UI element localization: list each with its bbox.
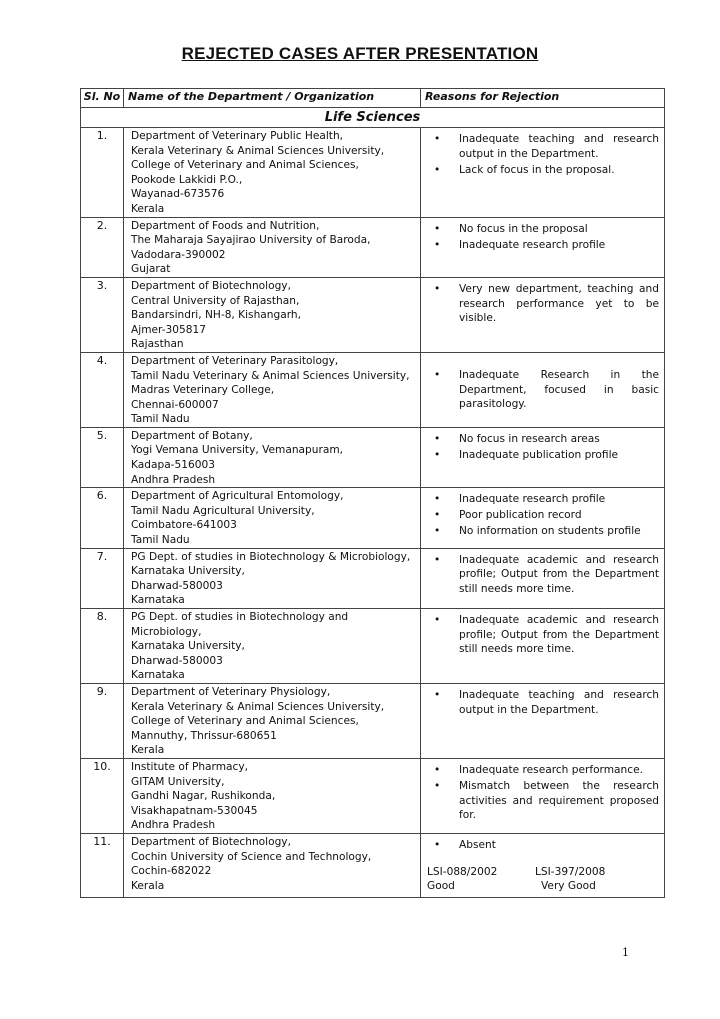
bullet-icon: •	[434, 763, 441, 776]
organization-cell	[124, 548, 421, 608]
reasons-cell	[421, 548, 665, 608]
reasons-cell	[421, 427, 665, 487]
organization-cell	[124, 277, 421, 352]
rating-code: LSI-088/2002	[427, 865, 498, 878]
reason-item	[427, 222, 659, 237]
serial-number: 9.	[81, 683, 124, 758]
reason-text: Very new department, teaching and research performance yet to be visible.	[459, 282, 659, 325]
organization-line: GITAM University,	[131, 775, 225, 788]
reason-item	[427, 779, 659, 823]
organization-line: College of Veterinary and Animal Sciences,	[131, 715, 359, 728]
reason-text: Poor publication record	[459, 509, 582, 522]
reasons-list	[427, 613, 659, 657]
organization-line: Pookode Lakkidi P.O.,	[131, 173, 243, 186]
organization-cell	[124, 488, 421, 548]
reasons-list	[427, 222, 659, 253]
ratings-block	[427, 865, 659, 894]
bullet-icon: •	[434, 163, 441, 176]
reasons-cell	[421, 833, 665, 897]
organization-line: Department of Foods and Nutrition,	[131, 219, 320, 232]
table-row	[81, 683, 665, 758]
reasons-list	[427, 838, 659, 853]
organization-line: Tamil Nadu Veterinary & Animal Sciences University,	[131, 369, 410, 382]
organization-line: Department of Botany,	[131, 429, 253, 442]
organization-line: Cochin University of Science and Technology,	[131, 850, 372, 863]
table-row	[81, 609, 665, 684]
organization-line: Coimbatore-641003	[131, 519, 237, 532]
organization-line: Bandarsindri, NH-8, Kishangarh,	[131, 309, 301, 322]
reason-item	[427, 163, 659, 178]
organization-line: Tamil Nadu	[131, 534, 190, 547]
organization-line: Karnataka University,	[131, 565, 245, 578]
bullet-icon: •	[434, 838, 441, 851]
reason-text: Absent	[459, 838, 496, 851]
reason-text: Inadequate publication profile	[459, 448, 619, 461]
organization-cell	[124, 217, 421, 277]
reason-text: Inadequate research performance.	[459, 763, 643, 776]
organization-line: Tamil Nadu Agricultural University,	[131, 504, 315, 517]
reasons-cell	[421, 277, 665, 352]
reason-item	[427, 838, 659, 853]
organization-line: Andhra Pradesh	[131, 819, 216, 832]
bullet-icon: •	[434, 368, 441, 381]
bullet-icon: •	[434, 448, 441, 461]
organization-line: Yogi Vemana University, Vemanapuram,	[131, 444, 344, 457]
organization-cell	[124, 683, 421, 758]
reason-item	[427, 553, 659, 597]
reason-item	[427, 613, 659, 657]
header-reasons: Reasons for Rejection	[421, 89, 665, 108]
bullet-icon: •	[434, 688, 441, 701]
organization-line: Kerala	[131, 744, 165, 757]
bullet-icon: •	[434, 509, 441, 522]
bullet-icon: •	[434, 282, 441, 295]
serial-number: 2.	[81, 217, 124, 277]
organization-cell	[124, 427, 421, 487]
organization-line: College of Veterinary and Animal Sciences,	[131, 159, 359, 172]
bullet-icon: •	[434, 222, 441, 235]
bullet-icon: •	[434, 780, 441, 793]
bullet-icon: •	[434, 614, 441, 626]
reason-item	[427, 688, 659, 717]
organization-line: Department of Veterinary Physiology,	[131, 685, 331, 698]
table-row	[81, 488, 665, 548]
organization-line: Kerala	[131, 202, 165, 215]
bullet-icon: •	[434, 525, 441, 538]
organization-line: Visakhapatnam-530045	[131, 804, 258, 817]
reason-item	[427, 282, 659, 326]
page-title: REJECTED CASES AFTER PRESENTATION	[181, 44, 539, 63]
organization-line: Chennai-600007	[131, 398, 219, 411]
section-row	[81, 108, 665, 128]
reason-text: Lack of focus in the proposal.	[459, 163, 615, 176]
organization-line: PG Dept. of studies in Biotechnology & Microbiology,	[131, 550, 411, 563]
reason-text: Inadequate Research in the Department, focused in basic parasitology.	[459, 368, 659, 411]
reason-item	[427, 368, 659, 412]
organization-line: Tamil Nadu	[131, 413, 190, 426]
reasons-cell	[421, 683, 665, 758]
reason-item	[427, 448, 659, 463]
serial-number: 10.	[81, 758, 124, 833]
header-organization: Name of the Department / Organization	[124, 89, 421, 108]
reason-text: Inadequate academic and research profile; Output from the Department still needs more time.	[459, 553, 659, 595]
reasons-cell	[421, 488, 665, 548]
serial-number: 1.	[81, 128, 124, 218]
organization-line: Department of Veterinary Parasitology,	[131, 354, 339, 367]
organization-line: Central University of Rajasthan,	[131, 294, 300, 307]
reasons-list	[427, 368, 659, 412]
organization-line: PG Dept. of studies in Biotechnology and	[131, 611, 349, 623]
organization-line: Karnataka	[131, 669, 185, 682]
reason-text: No focus in the proposal	[459, 222, 588, 235]
reason-item	[427, 524, 659, 539]
reason-item	[427, 508, 659, 523]
bullet-icon: •	[434, 553, 441, 566]
reasons-list	[427, 132, 659, 177]
organization-line: Rajasthan	[131, 338, 184, 351]
reason-text: No focus in research areas	[459, 432, 600, 445]
section-title: Life Sciences	[81, 108, 665, 128]
organization-line: Dharwad-580003	[131, 579, 223, 592]
rating-code: LSI-397/2008	[535, 865, 606, 878]
organization-line: Cochin-682022	[131, 865, 212, 878]
header-sl-no: Sl. No	[81, 89, 124, 108]
organization-line: Kerala Veterinary & Animal Sciences University,	[131, 144, 385, 157]
table-row	[81, 833, 665, 897]
reason-text: No information on students profile	[459, 525, 641, 538]
table-row	[81, 277, 665, 352]
organization-line: The Maharaja Sayajirao University of Baroda,	[131, 234, 371, 247]
organization-line: Kadapa-516003	[131, 459, 215, 472]
organization-line: Department of Veterinary Public Health,	[131, 130, 344, 142]
reasons-list	[427, 492, 659, 539]
table-header-row	[81, 89, 665, 108]
serial-number: 6.	[81, 488, 124, 548]
reasons-list	[427, 688, 659, 717]
organization-cell	[124, 352, 421, 427]
reasons-list	[427, 432, 659, 463]
bullet-icon: •	[434, 493, 441, 506]
reason-text: Inadequate teaching and research output in the Department.	[459, 133, 659, 160]
organization-line: Madras Veterinary College,	[131, 384, 275, 397]
organization-line: Vadodara-390002	[131, 248, 226, 261]
reasons-list	[427, 282, 659, 326]
organization-line: Wayanad-673576	[131, 188, 225, 201]
table-row	[81, 427, 665, 487]
rating-grade: Very Good	[541, 880, 596, 893]
organization-line: Andhra Pradesh	[131, 473, 216, 486]
reasons-cell	[421, 128, 665, 218]
organization-line: Dharwad-580003	[131, 654, 223, 667]
organization-cell	[124, 609, 421, 684]
reason-item	[427, 132, 659, 161]
bullet-icon: •	[434, 238, 441, 251]
organization-line: Kerala Veterinary & Animal Sciences University,	[131, 700, 385, 713]
table-row	[81, 548, 665, 608]
organization-line: Karnataka University,	[131, 640, 245, 653]
reasons-cell	[421, 352, 665, 427]
bullet-icon: •	[434, 432, 441, 445]
organization-cell	[124, 758, 421, 833]
table-row	[81, 758, 665, 833]
organization-line: Microbiology,	[131, 625, 202, 638]
serial-number: 4.	[81, 352, 124, 427]
reason-item	[427, 432, 659, 447]
serial-number: 7.	[81, 548, 124, 608]
reason-text: Inadequate academic and research profile; Output from the Department still needs more time.	[459, 614, 659, 656]
organization-line: Department of Biotechnology,	[131, 835, 291, 848]
organization-line: Mannuthy, Thrissur-680651	[131, 729, 277, 742]
serial-number: 11.	[81, 833, 124, 897]
organization-line: Gujarat	[131, 263, 171, 276]
reasons-list	[427, 763, 659, 823]
reasons-list	[427, 553, 659, 597]
reason-text: Inadequate research profile	[459, 493, 606, 506]
rating-grade: Good	[427, 880, 455, 893]
reason-item	[427, 238, 659, 253]
bullet-icon: •	[434, 133, 441, 145]
reasons-cell	[421, 217, 665, 277]
reason-item	[427, 492, 659, 507]
page-number: 1	[622, 946, 629, 959]
organization-line: Gandhi Nagar, Rushikonda,	[131, 790, 276, 803]
organization-line: Ajmer-305817	[131, 323, 206, 336]
organization-line: Karnataka	[131, 594, 185, 607]
reasons-cell	[421, 758, 665, 833]
serial-number: 3.	[81, 277, 124, 352]
reason-text: Mismatch between the research activities and requirement proposed for.	[459, 780, 659, 822]
organization-line: Kerala	[131, 879, 165, 892]
reason-item	[427, 763, 659, 778]
organization-line: Institute of Pharmacy,	[131, 760, 248, 773]
organization-line: Department of Biotechnology,	[131, 279, 291, 292]
reason-text: Inadequate teaching and research output in the Department.	[459, 688, 659, 716]
table-row	[81, 128, 665, 218]
organization-cell	[124, 128, 421, 218]
serial-number: 8.	[81, 609, 124, 684]
table-row	[81, 352, 665, 427]
serial-number: 5.	[81, 427, 124, 487]
organization-cell	[124, 833, 421, 897]
reasons-cell	[421, 609, 665, 684]
reason-text: Inadequate research profile	[459, 238, 606, 251]
organization-line: Department of Agricultural Entomology,	[131, 490, 344, 503]
rejected-cases-table	[80, 88, 665, 898]
table-row	[81, 217, 665, 277]
